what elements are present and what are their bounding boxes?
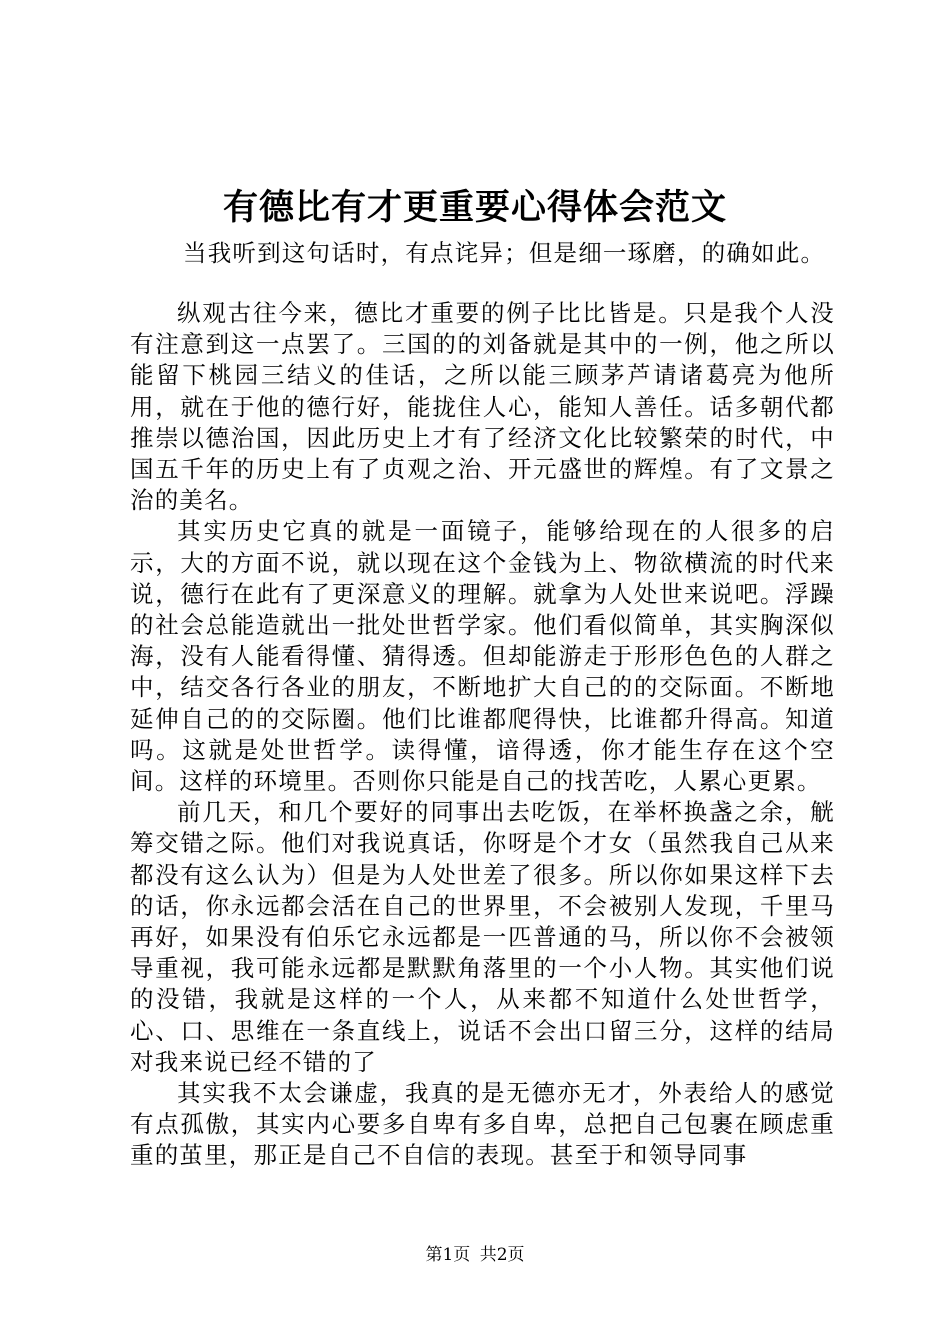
page-total: 共2页	[479, 1245, 525, 1265]
document-body	[130, 298, 835, 1172]
paragraph-3: 前几天，和几个要好的同事出去吃饭，在举杯换盏之余，觥筹交错之际。他们对我说真话，你呀是个才女（虽然我自己从来都没有这么认为）但是为人处世差了很多。所以你如果这样下去的话，你永远都会活在自己的世界里，不会被别人发现，千里马再好，如果没有伯乐它永远都是一匹普通的马，所以你不会被领导重视，我可能永远都是默默角落里的一个小人物。其实他们说的没错，我就是这样的一个人，从来都不知道什么处世哲学，心、口、思维在一条直线上，说话不会出口留三分，这样的结局对我来说已经不错的了	[130, 798, 835, 1076]
paragraph-2: 其实历史它真的就是一面镜子，能够给现在的人很多的启示，大的方面不说，就以现在这个金钱为上、物欲横流的时代来说，德行在此有了更深意义的理解。就拿为人处世来说吧。浮躁的社会总能造就出一批处世哲学家。他们看似简单，其实胸深似海，没有人能看得懂、猜得透。但却能游走于形形色色的人群之中，结交各行各业的朋友，不断地扩大自己的的交际面。不断地延伸自己的的交际圈。他们比谁都爬得快，比谁都升得高。知道吗。这就是处世哲学。读得懂，谙得透，你才能生存在这个空间。这样的环境里。否则你只能是自己的找苦吃，人累心更累。	[130, 517, 835, 796]
page-footer	[0, 1244, 950, 1266]
document-title: 有德比有才更重要心得体会范文	[222, 187, 727, 228]
paragraph-4: 其实我不太会谦虚，我真的是无德亦无才，外表给人的感觉有点孤傲，其实内心要多自卑有多自卑，总把自己包裹在顾虑重重的茧里，那正是自己不自信的表现。甚至于和领导同事	[130, 1079, 835, 1170]
intro-sentence: 当我听到这句话时，有点诧异；但是细一琢磨，的确如此。	[183, 239, 826, 267]
paragraph-1: 纵观古往今来，德比才重要的例子比比皆是。只是我个人没有注意到这一点罢了。三国的的刘备就是其中的一例，他之所以能留下桃园三结义的佳话，之所以能三顾茅芦请诸葛亮为他所用，就在于他的德行好，能拢住人心，能知人善任。话多朝代都推崇以德治国，因此历史上才有了经济文化比较繁荣的时代，中国五千年的历史上有了贞观之治、开元盛世的辉煌。有了文景之治的美名。	[130, 299, 835, 515]
page-number: 第1页	[425, 1245, 471, 1265]
